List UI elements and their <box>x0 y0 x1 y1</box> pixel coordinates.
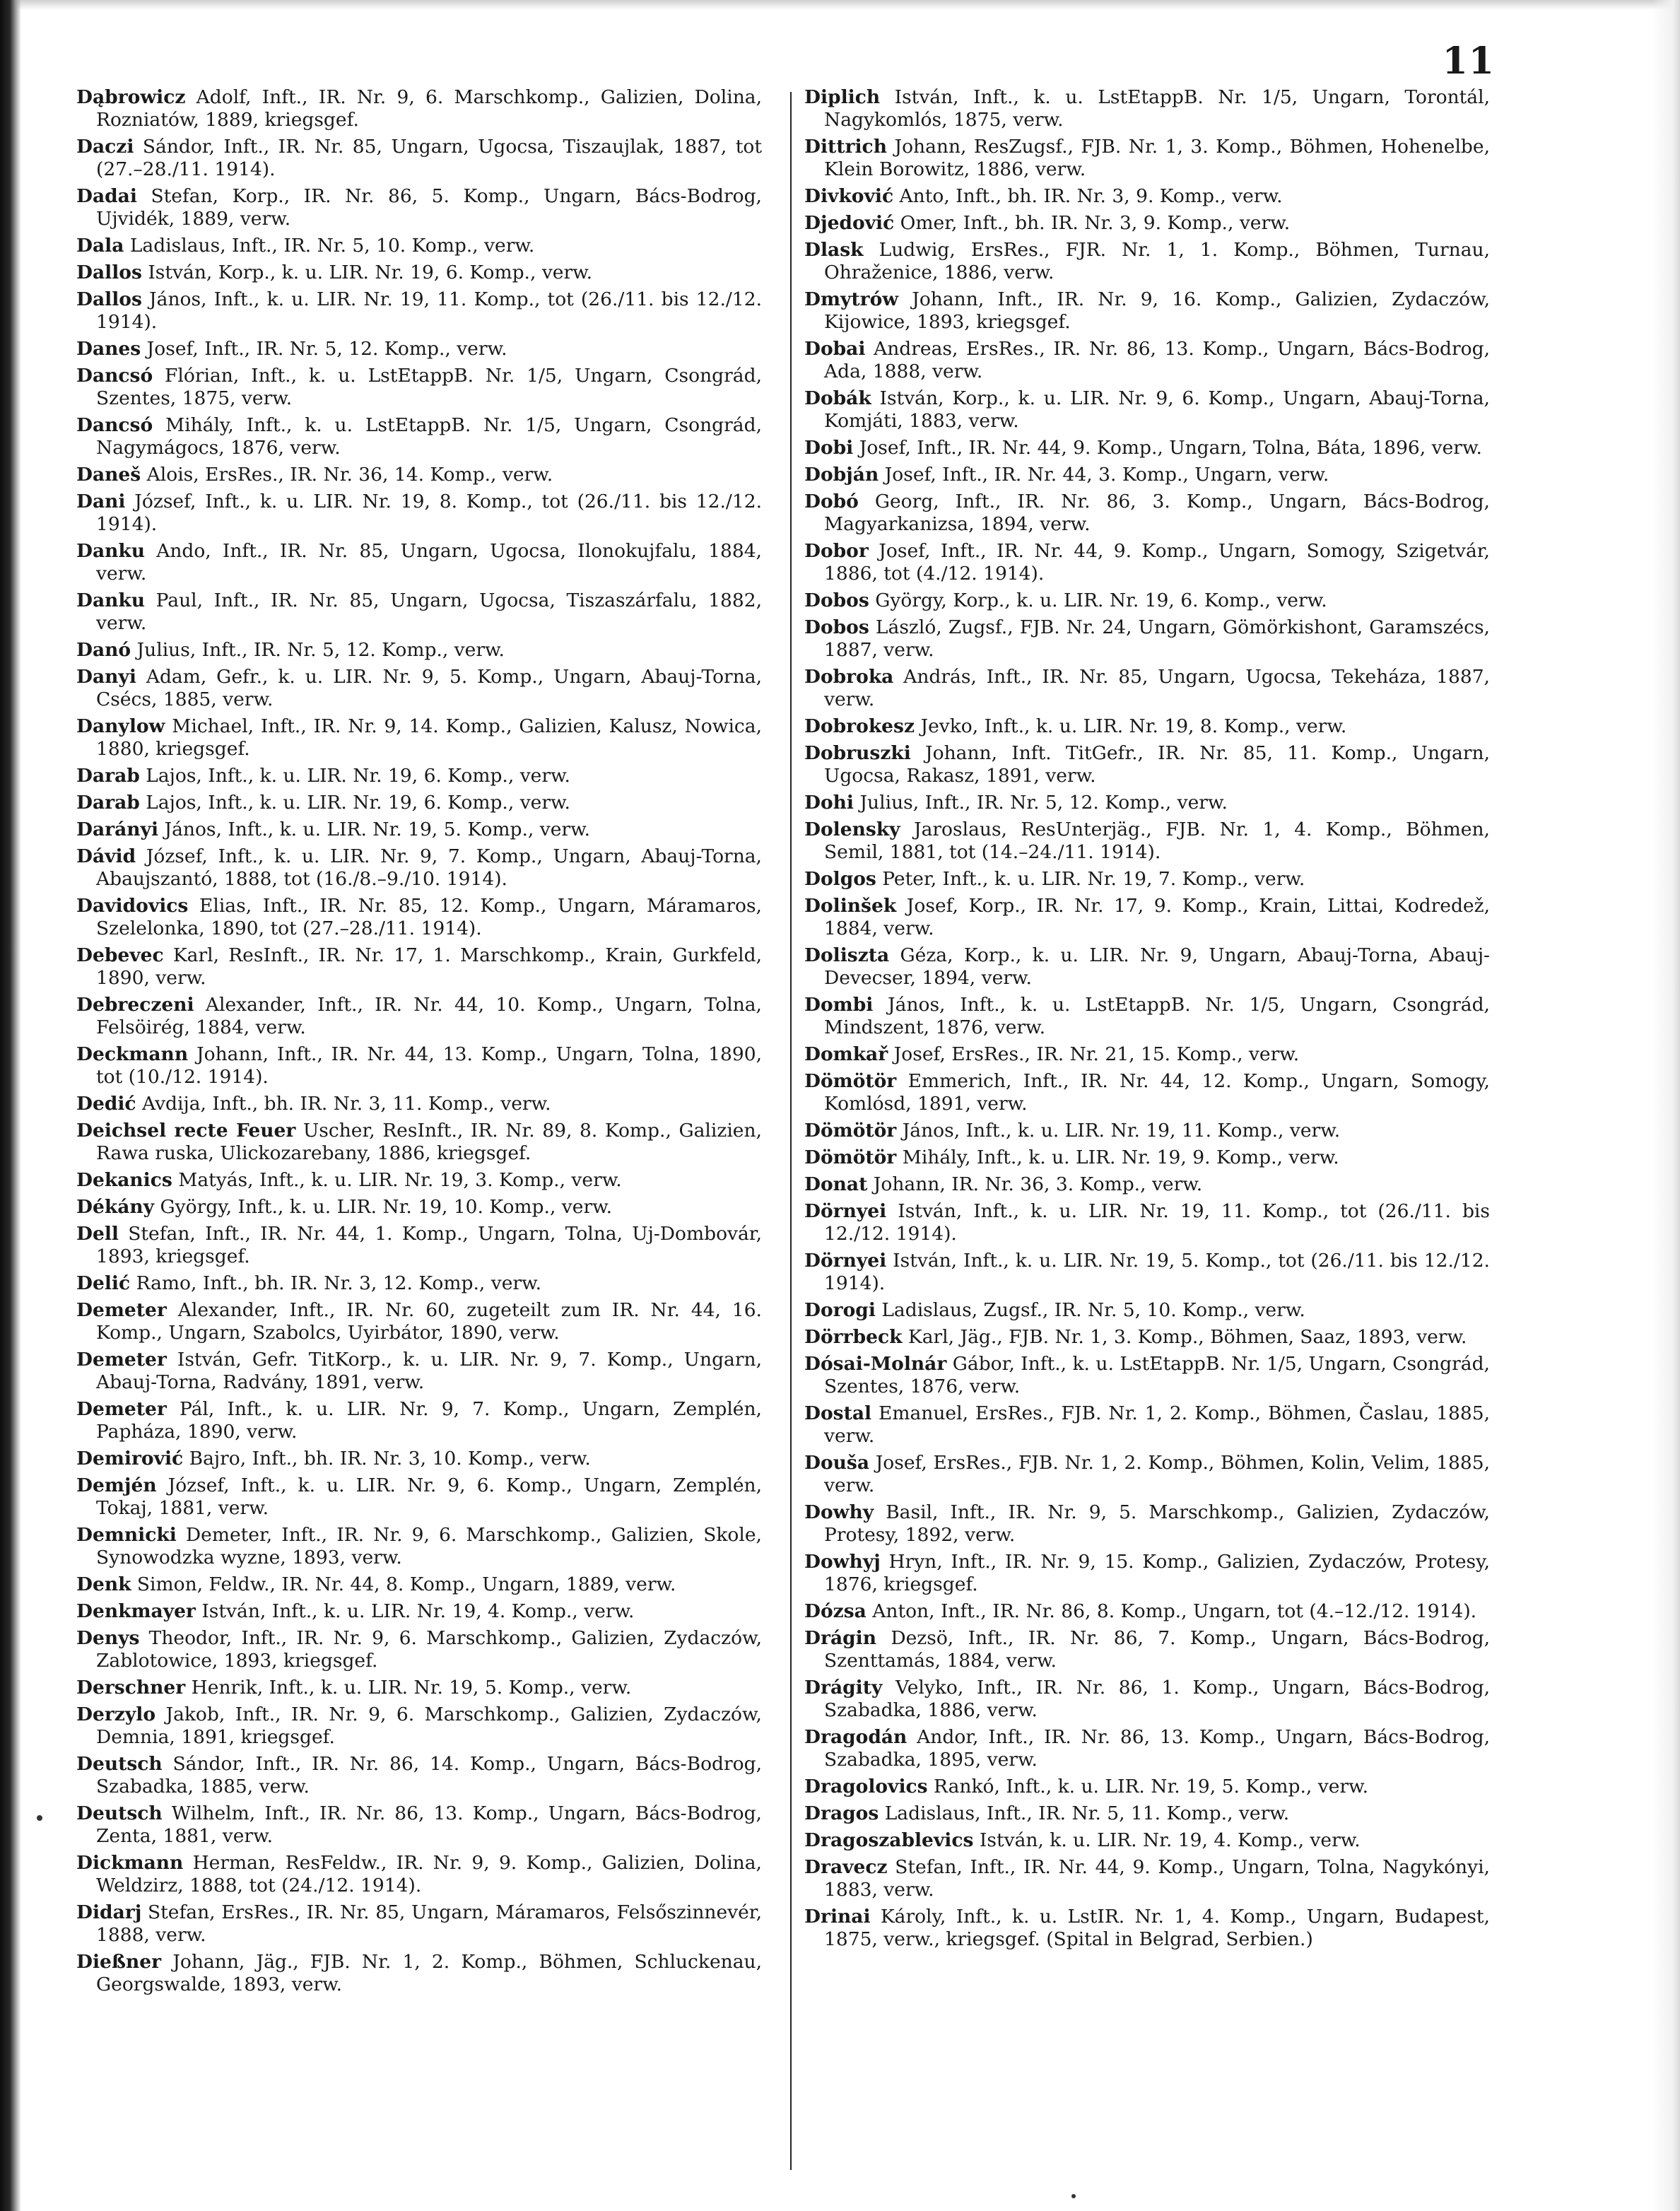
entry-details: Avdija, Inft., bh. IR. Nr. 3, 11. Komp., verw. <box>142 1093 551 1115</box>
entry-details: Simon, Feldw., IR. Nr. 44, 8. Komp., Ungarn, 1889, verw. <box>136 1573 676 1595</box>
register-entry <box>804 742 1490 787</box>
entry-details: Stefan, ErsRes., IR. Nr. 85, Ungarn, Máramaros, Felsőszinnevér, 1888, verw. <box>96 1901 762 1946</box>
entry-details: János, Inft., k. u. LstEtappB. Nr. 1/5, Ungarn, Csongrád, Mindszent, 1876, verw. <box>824 994 1490 1038</box>
entry-details: Julius, Inft., IR. Nr. 5, 12. Komp., verw. <box>136 639 505 661</box>
entry-details: Josef, Inft., IR. Nr. 44, 9. Komp., Ungarn, Somogy, Szigetvár, 1886, tot (4./12. 1914). <box>824 540 1490 585</box>
register-entry <box>804 616 1490 662</box>
entry-details: János, Inft., k. u. LIR. Nr. 19, 11. Komp., tot (26./11. bis 12./12. 1914). <box>96 288 762 333</box>
register-entry <box>804 185 1490 208</box>
entry-details: Basil, Inft., IR. Nr. 9, 5. Marschkomp., Galizien, Zydaczów, Protesy, 1892, verw. <box>824 1501 1490 1546</box>
entry-details: Mihály, Inft., k. u. LstEtappB. Nr. 1/5, Ungarn, Csongrád, Nagymágocs, 1876, verw. <box>96 414 762 459</box>
entry-details: Jakob, Inft., IR. Nr. 9, 6. Marschkomp., Galizien, Zydaczów, Demnia, 1891, kriegsgef. <box>96 1703 762 1748</box>
entry-surname: Deutsch <box>76 1753 163 1775</box>
register-entry <box>76 819 762 841</box>
register-entry <box>76 1120 762 1165</box>
entry-details: Stefan, Inft., IR. Nr. 44, 1. Komp., Ungarn, Tolna, Uj-Dombovár, 1893, kriegsgef. <box>96 1223 762 1267</box>
entry-details: Johann, Inft., IR. Nr. 9, 16. Komp., Galizien, Zydaczów, Kijowice, 1893, kriegsgef. <box>824 288 1490 333</box>
entry-details: Karl, ResInft., IR. Nr. 17, 1. Marschkomp., Krain, Gurkfeld, 1890, verw. <box>96 944 762 989</box>
entry-details: Johann, IR. Nr. 36, 3. Komp., verw. <box>873 1173 1203 1195</box>
register-entry <box>804 666 1490 711</box>
entry-details: Theodor, Inft., IR. Nr. 9, 6. Marschkomp., Galizien, Zydaczów, Zablotowice, 1893, kriegsgef. <box>96 1627 762 1672</box>
entry-surname: Dobó <box>804 491 859 512</box>
entry-details: Alexander, Inft., IR. Nr. 44, 10. Komp., Ungarn, Tolna, Felsöirég, 1884, verw. <box>96 994 762 1038</box>
register-entry <box>804 1402 1490 1448</box>
entry-surname: Dancsó <box>76 365 153 387</box>
register-entry <box>76 1524 762 1569</box>
entry-surname: Daczi <box>76 136 134 158</box>
entry-details: Georg, Inft., IR. Nr. 86, 3. Komp., Ungarn, Bács-Bodrog, Magyarkanizsa, 1894, verw. <box>824 491 1490 535</box>
entry-surname: Dörrbeck <box>804 1326 903 1348</box>
register-entry <box>804 1120 1490 1142</box>
entry-surname: Dolgos <box>804 868 876 890</box>
register-entry <box>76 1901 762 1947</box>
register-entry <box>804 1043 1490 1066</box>
entry-surname: Dancsó <box>76 414 153 436</box>
entry-surname: Danku <box>76 540 146 562</box>
entry-details: László, Zugsf., FJB. Nr. 24, Ungarn, Gömörkishont, Garamszécs, 1887, verw. <box>824 616 1490 661</box>
entry-surname: Dohi <box>804 792 854 814</box>
entry-details: Ladislaus, Inft., IR. Nr. 5, 10. Komp., verw. <box>129 235 535 257</box>
entry-details: Herman, ResFeldw., IR. Nr. 9, 9. Komp., Galizien, Dolina, Weldzirz, 1888, tot (24./12. 1914). <box>96 1852 762 1896</box>
entry-surname: Dadai <box>76 185 137 207</box>
entry-surname: Dragodán <box>804 1726 907 1748</box>
entry-surname: Demeter <box>76 1299 167 1321</box>
entry-surname: Dravecz <box>804 1856 888 1878</box>
entry-surname: Dallos <box>76 262 142 283</box>
entry-details: József, Inft., k. u. LIR. Nr. 9, 7. Komp., Ungarn, Abauj-Torna, Abaujszantó, 1888, tot (16./8.–9./10. 1914). <box>96 845 762 890</box>
register-entry <box>804 868 1490 891</box>
entry-surname: Demnicki <box>76 1524 177 1546</box>
entry-surname: Dobai <box>804 338 866 360</box>
register-entry <box>804 944 1490 990</box>
register-entry <box>76 639 762 662</box>
entry-surname: Dragos <box>804 1802 879 1824</box>
entry-details: Lajos, Inft., k. u. LIR. Nr. 19, 6. Komp., verw. <box>146 765 570 787</box>
register-entry <box>804 464 1490 486</box>
entry-surname: Darab <box>76 765 140 787</box>
register-entry <box>76 792 762 814</box>
register-entry <box>804 136 1490 181</box>
register-entry <box>76 136 762 181</box>
entry-details: Josef, Korp., IR. Nr. 17, 9. Komp., Krain, Littai, Kodredež, 1884, verw. <box>824 895 1490 939</box>
register-entry <box>804 715 1490 738</box>
register-entry <box>804 491 1490 536</box>
entry-surname: Dragolovics <box>804 1776 928 1797</box>
entry-surname: Dmytrów <box>804 288 899 310</box>
entry-surname: Dostal <box>804 1402 872 1424</box>
entry-surname: Demirović <box>76 1448 184 1470</box>
register-entry <box>804 1677 1490 1722</box>
register-entry <box>804 1776 1490 1798</box>
entry-details: István, Inft., k. u. LIR. Nr. 19, 5. Komp., tot (26./11. bis 12./12. 1914). <box>824 1250 1490 1294</box>
right-column <box>804 86 1490 1955</box>
scan-speck <box>1071 2194 1076 2198</box>
register-entry <box>76 540 762 585</box>
entry-details: Károly, Inft., k. u. LstIR. Nr. 1, 4. Komp., Ungarn, Budapest, 1875, verw., kriegsgef. (Spital in Belgrad, Serbien.) <box>824 1906 1490 1950</box>
entry-surname: Dobos <box>804 616 869 638</box>
entry-details: Peter, Inft., k. u. LIR. Nr. 19, 7. Komp., verw. <box>882 868 1305 890</box>
entry-details: Alexander, Inft., IR. Nr. 60, zugeteilt zum IR. Nr. 44, 16. Komp., Ungarn, Szabolcs, Uyirbátor, 1890, verw. <box>96 1299 762 1344</box>
entry-surname: Dallos <box>76 288 142 310</box>
entry-details: István, Korp., k. u. LIR. Nr. 19, 6. Komp., verw. <box>148 262 593 283</box>
entry-details: András, Inft., IR. Nr. 85, Ungarn, Ugocsa, Tekeháza, 1887, verw. <box>824 666 1490 710</box>
register-entry <box>76 1852 762 1897</box>
register-entry <box>76 185 762 230</box>
entry-surname: Dąbrowicz <box>76 86 186 108</box>
entry-surname: Dózsa <box>804 1600 867 1622</box>
register-entry <box>76 994 762 1039</box>
entry-details: Emmerich, Inft., IR. Nr. 44, 12. Komp., Ungarn, Somogy, Komlósd, 1891, verw. <box>824 1070 1490 1115</box>
register-entry <box>76 1196 762 1219</box>
register-entry <box>76 765 762 787</box>
entry-details: István, Gefr. TitKorp., k. u. LIR. Nr. 9, 7. Komp., Ungarn, Abauj-Torna, Radvány, 1891, verw. <box>96 1349 762 1393</box>
register-entry <box>804 437 1490 459</box>
entry-surname: Dickmann <box>76 1852 184 1874</box>
entry-surname: Denys <box>76 1627 140 1649</box>
entry-surname: Dósai-Molnár <box>804 1353 947 1375</box>
entry-surname: Deichsel recte Feuer <box>76 1120 296 1142</box>
entry-surname: Didarj <box>76 1901 142 1923</box>
register-entry <box>76 464 762 486</box>
entry-surname: Doliszta <box>804 944 890 966</box>
register-entry <box>804 1551 1490 1596</box>
entry-surname: Dani <box>76 491 126 512</box>
register-entry <box>804 1299 1490 1322</box>
entry-details: Flórian, Inft., k. u. LstEtappB. Nr. 1/5, Ungarn, Csongrád, Szentes, 1875, verw. <box>96 365 762 409</box>
entry-surname: Davidovics <box>76 895 189 917</box>
entry-details: Ladislaus, Zugsf., IR. Nr. 5, 10. Komp., verw. <box>881 1299 1305 1321</box>
entry-surname: Dell <box>76 1223 119 1245</box>
register-entry <box>76 365 762 410</box>
register-entry <box>804 1146 1490 1169</box>
entry-surname: Divković <box>804 185 894 207</box>
entry-details: Adolf, Inft., IR. Nr. 9, 6. Marschkomp., Galizien, Dolina, Rozniatów, 1889, kriegsgef. <box>96 86 762 131</box>
register-entry <box>76 845 762 891</box>
entry-surname: Dobák <box>804 387 871 409</box>
register-entry <box>804 1070 1490 1115</box>
entry-surname: Dorogi <box>804 1299 876 1321</box>
register-entry <box>804 590 1490 612</box>
entry-details: Paul, Inft., IR. Nr. 85, Ungarn, Ugocsa, Tiszaszárfalu, 1882, verw. <box>96 590 762 634</box>
entry-details: Josef, ErsRes., IR. Nr. 21, 15. Komp., verw. <box>893 1043 1300 1065</box>
entry-surname: Dömötör <box>804 1146 897 1168</box>
entry-surname: Dobos <box>804 590 869 611</box>
entry-details: Hryn, Inft., IR. Nr. 9, 15. Komp., Galizien, Zydaczów, Protesy, 1876, kriegsgef. <box>824 1551 1490 1595</box>
register-entry <box>76 1043 762 1089</box>
entry-details: Karl, Jäg., FJB. Nr. 1, 3. Komp., Böhmen, Saaz, 1893, verw. <box>907 1326 1467 1348</box>
scan-binding-edge <box>0 0 21 2211</box>
register-entry <box>76 944 762 990</box>
register-entry <box>76 1677 762 1699</box>
entry-surname: Dragoszablevics <box>804 1829 974 1851</box>
register-entry <box>76 491 762 536</box>
entry-details: Sándor, Inft., IR. Nr. 86, 14. Komp., Ungarn, Bács-Bodrog, Szabadka, 1885, verw. <box>96 1753 762 1797</box>
entry-surname: Dlask <box>804 239 864 261</box>
entry-surname: Dolensky <box>804 819 900 840</box>
entry-details: Velyko, Inft., IR. Nr. 86, 1. Komp., Ungarn, Bács-Bodrog, Szabadka, 1886, verw. <box>824 1677 1490 1721</box>
entry-details: Josef, Inft., IR. Nr. 44, 3. Komp., Ungarn, verw. <box>884 464 1329 486</box>
register-entry <box>804 86 1490 131</box>
register-entry <box>76 1802 762 1848</box>
entry-details: Johann, Inft. TitGefr., IR. Nr. 85, 11. Komp., Ungarn, Ugocsa, Rakasz, 1891, verw. <box>824 742 1490 787</box>
register-entry <box>76 1223 762 1268</box>
scan-shadow-top <box>0 0 1680 10</box>
entry-surname: Danes <box>76 338 141 360</box>
entry-details: Julius, Inft., IR. Nr. 5, 12. Komp., verw. <box>859 792 1228 814</box>
register-entry <box>76 1169 762 1192</box>
register-entry <box>76 338 762 360</box>
entry-details: Jevko, Inft., k. u. LIR. Nr. 19, 8. Komp., verw. <box>920 715 1347 737</box>
entry-details: Demeter, Inft., IR. Nr. 9, 6. Marschkomp., Galizien, Skole, Synowodzka wyzne, 1893, verw. <box>96 1524 762 1568</box>
column-divider <box>790 92 792 2170</box>
register-entry <box>76 666 762 711</box>
entry-details: Jaroslaus, ResUnterjäg., FJB. Nr. 1, 4. Komp., Böhmen, Semil, 1881, tot (14.–24./11. 1914). <box>824 819 1490 863</box>
register-entry <box>804 387 1490 433</box>
entry-surname: Drinai <box>804 1906 871 1928</box>
entry-surname: Deutsch <box>76 1802 163 1824</box>
register-entry <box>804 1353 1490 1398</box>
entry-details: Josef, ErsRes., FJB. Nr. 1, 2. Komp., Böhmen, Kolin, Velim, 1885, verw. <box>824 1452 1490 1496</box>
register-entry <box>804 819 1490 864</box>
entry-details: Lajos, Inft., k. u. LIR. Nr. 19, 6. Komp., verw. <box>146 792 570 814</box>
register-entry <box>804 1452 1490 1497</box>
entry-details: Johann, ResZugsf., FJB. Nr. 1, 3. Komp., Böhmen, Hohenelbe, Klein Borowitz, 1886, verw. <box>824 136 1490 180</box>
entry-surname: Dékány <box>76 1196 155 1218</box>
entry-details: Emanuel, ErsRes., FJB. Nr. 1, 2. Komp., Böhmen, Časlau, 1885, verw. <box>824 1402 1490 1447</box>
entry-details: Rankó, Inft., k. u. LIR. Nr. 19, 5. Komp., verw. <box>934 1776 1369 1797</box>
register-entry <box>804 212 1490 235</box>
entry-surname: Dömötör <box>804 1070 897 1092</box>
entry-surname: Derschner <box>76 1677 186 1699</box>
entry-surname: Dobi <box>804 437 854 459</box>
register-entry <box>804 338 1490 383</box>
entry-surname: Dobján <box>804 464 879 486</box>
entry-surname: Dobor <box>804 540 869 562</box>
entry-details: Henrik, Inft., k. u. LIR. Nr. 19, 5. Komp., verw. <box>191 1677 632 1699</box>
entry-surname: Douša <box>804 1452 870 1474</box>
register-entry <box>804 540 1490 585</box>
entry-surname: Daneš <box>76 464 141 486</box>
register-entry <box>804 1906 1490 1951</box>
entry-surname: Dedić <box>76 1093 136 1115</box>
entry-details: János, Inft., k. u. LIR. Nr. 19, 11. Komp., verw. <box>902 1120 1341 1142</box>
entry-surname: Dávid <box>76 845 136 867</box>
register-entry <box>76 414 762 459</box>
register-entry <box>804 1600 1490 1623</box>
entry-surname: Danyi <box>76 666 136 688</box>
entry-details: Anto, Inft., bh. IR. Nr. 3, 9. Komp., verw. <box>899 185 1283 207</box>
entry-details: Adam, Gefr., k. u. LIR. Nr. 9, 5. Komp., Ungarn, Abauj-Torna, Csécs, 1885, verw. <box>96 666 762 710</box>
entry-surname: Darányi <box>76 819 159 840</box>
entry-surname: Delić <box>76 1272 131 1294</box>
entry-surname: Dowhy <box>804 1501 874 1523</box>
entry-details: György, Korp., k. u. LIR. Nr. 19, 6. Komp., verw. <box>875 590 1327 611</box>
register-entry <box>76 1951 762 1996</box>
entry-surname: Dömötör <box>804 1120 897 1142</box>
entry-details: Johann, Jäg., FJB. Nr. 1, 2. Komp., Böhmen, Schluckenau, Georgswalde, 1893, verw. <box>96 1951 762 1995</box>
entry-details: Matyás, Inft., k. u. LIR. Nr. 19, 3. Komp., verw. <box>178 1169 622 1191</box>
entry-details: Andor, Inft., IR. Nr. 86, 13. Komp., Ungarn, Bács-Bodrog, Szabadka, 1895, verw. <box>824 1726 1490 1771</box>
register-entry <box>804 239 1490 284</box>
entry-surname: Dombi <box>804 994 874 1016</box>
register-entry <box>804 1829 1490 1852</box>
entry-surname: Denkmayer <box>76 1600 196 1622</box>
entry-surname: Djedović <box>804 212 895 234</box>
register-entry <box>76 1573 762 1596</box>
register-entry <box>804 1856 1490 1901</box>
register-entry <box>76 262 762 284</box>
register-entry <box>76 1627 762 1672</box>
entry-details: Ando, Inft., IR. Nr. 85, Ungarn, Ugocsa, Ilonokujfalu, 1884, verw. <box>96 540 762 585</box>
register-entry <box>76 1703 762 1749</box>
entry-details: Wilhelm, Inft., IR. Nr. 86, 13. Komp., Ungarn, Bács-Bodrog, Zenta, 1881, verw. <box>96 1802 762 1847</box>
entry-details: Andreas, ErsRes., IR. Nr. 86, 13. Komp., Ungarn, Bács-Bodrog, Ada, 1888, verw. <box>824 338 1490 382</box>
register-entry <box>76 1448 762 1470</box>
entry-surname: Dobrokesz <box>804 715 915 737</box>
entry-surname: Danylow <box>76 715 165 737</box>
entry-details: István, Inft., k. u. LIR. Nr. 19, 4. Komp., verw. <box>201 1600 635 1622</box>
entry-details: Ludwig, ErsRes., FJR. Nr. 1, 1. Komp., Böhmen, Turnau, Ohraženice, 1886, verw. <box>824 239 1490 283</box>
entry-surname: Drágin <box>804 1627 876 1649</box>
entry-details: György, Inft., k. u. LIR. Nr. 19, 10. Komp., verw. <box>160 1196 613 1218</box>
entry-details: Alois, ErsRes., IR. Nr. 36, 14. Komp., verw. <box>146 464 553 486</box>
scan-edge-right <box>1652 0 1680 2211</box>
entry-surname: Diplich <box>804 86 881 108</box>
entry-surname: Dießner <box>76 1951 162 1973</box>
entry-surname: Dala <box>76 235 124 257</box>
register-entry <box>804 288 1490 334</box>
entry-details: Mihály, Inft., k. u. LIR. Nr. 19, 9. Komp., verw. <box>902 1146 1339 1168</box>
entry-surname: Darab <box>76 792 140 814</box>
entry-details: Géza, Korp., k. u. LIR. Nr. 9, Ungarn, Abauj-Torna, Abauj-Devecser, 1894, verw. <box>824 944 1490 989</box>
register-entry <box>804 792 1490 814</box>
entry-surname: Deckmann <box>76 1043 189 1065</box>
entry-details: Johann, Inft., IR. Nr. 44, 13. Komp., Ungarn, Tolna, 1890, tot (10./12. 1914). <box>96 1043 762 1088</box>
entry-details: Gábor, Inft., k. u. LstEtappB. Nr. 1/5, Ungarn, Csongrád, Szentes, 1876, verw. <box>824 1353 1490 1397</box>
register-entry <box>76 1299 762 1344</box>
entry-surname: Dekanics <box>76 1169 172 1191</box>
entry-details: József, Inft., k. u. LIR. Nr. 9, 6. Komp., Ungarn, Zemplén, Tokaj, 1881, verw. <box>96 1474 762 1519</box>
entry-details: Sándor, Inft., IR. Nr. 85, Ungarn, Ugocsa, Tiszaujlak, 1887, tot (27.–28./11. 1914). <box>96 136 762 180</box>
entry-details: Stefan, Korp., IR. Nr. 86, 5. Komp., Ungarn, Bács-Bodrog, Ujvidék, 1889, verw. <box>96 185 762 230</box>
entry-surname: Donat <box>804 1173 868 1195</box>
entry-details: János, Inft., k. u. LIR. Nr. 19, 5. Komp., verw. <box>164 819 591 840</box>
entry-details: István, Inft., k. u. LIR. Nr. 19, 11. Komp., tot (26./11. bis 12./12. 1914). <box>824 1200 1490 1245</box>
register-entry <box>804 895 1490 940</box>
entry-details: Elias, Inft., IR. Nr. 85, 12. Komp., Ungarn, Máramaros, Szelelonka, 1890, tot (27.–28./11. 1914). <box>96 895 762 939</box>
entry-surname: Debreczeni <box>76 994 194 1016</box>
register-entry <box>76 590 762 635</box>
register-entry <box>76 895 762 940</box>
entry-surname: Debevec <box>76 944 164 966</box>
register-entry <box>804 1326 1490 1349</box>
entry-surname: Demjén <box>76 1474 157 1496</box>
entry-surname: Dobroka <box>804 666 894 688</box>
register-entry <box>76 1093 762 1115</box>
entry-surname: Dörnyei <box>804 1250 887 1272</box>
entry-details: Josef, Inft., IR. Nr. 44, 9. Komp., Ungarn, Tolna, Báta, 1896, verw. <box>859 437 1482 459</box>
entry-surname: Demeter <box>76 1349 167 1371</box>
register-entry <box>76 1753 762 1798</box>
register-entry <box>76 1349 762 1394</box>
register-entry <box>804 1250 1490 1295</box>
entry-details: István, k. u. LIR. Nr. 19, 4. Komp., verw. <box>979 1829 1361 1851</box>
entry-details: Ladislaus, Inft., IR. Nr. 5, 11. Komp., verw. <box>884 1802 1290 1824</box>
entry-details: István, Korp., k. u. LIR. Nr. 9, 6. Komp., Ungarn, Abauj-Torna, Komjáti, 1883, verw. <box>824 387 1490 432</box>
entry-details: Anton, Inft., IR. Nr. 86, 8. Komp., Ungarn, tot (4.–12./12. 1914). <box>872 1600 1477 1622</box>
register-entry <box>76 1398 762 1443</box>
left-column <box>76 86 762 2000</box>
entry-details: Uscher, ResInft., IR. Nr. 89, 8. Komp., Galizien, Rawa ruska, Ulickozarebany, 1886, kriegsgef. <box>96 1120 762 1164</box>
register-entry <box>804 1501 1490 1547</box>
entry-surname: Dowhyj <box>804 1551 881 1573</box>
entry-surname: Domkař <box>804 1043 888 1065</box>
register-entry <box>76 715 762 761</box>
entry-surname: Dörnyei <box>804 1200 887 1222</box>
entry-surname: Dobruszki <box>804 742 911 764</box>
register-entry <box>804 994 1490 1039</box>
entry-details: Pál, Inft., k. u. LIR. Nr. 9, 7. Komp., Ungarn, Zemplén, Papháza, 1890, verw. <box>96 1398 762 1443</box>
register-entry <box>76 1600 762 1623</box>
register-entry <box>76 1474 762 1520</box>
register-entry <box>76 235 762 257</box>
entry-surname: Danó <box>76 639 131 661</box>
entry-surname: Derzylo <box>76 1703 155 1725</box>
entry-surname: Drágity <box>804 1677 883 1699</box>
register-entry <box>804 1173 1490 1196</box>
register-entry <box>76 288 762 334</box>
entry-details: Omer, Inft., bh. IR. Nr. 3, 9. Komp., verw. <box>900 212 1291 234</box>
register-entry <box>804 1726 1490 1771</box>
register-entry <box>76 86 762 131</box>
entry-surname: Demeter <box>76 1398 167 1420</box>
entry-details: Ramo, Inft., bh. IR. Nr. 3, 12. Komp., verw. <box>136 1272 542 1294</box>
entry-details: Dezsö, Inft., IR. Nr. 86, 7. Komp., Ungarn, Bács-Bodrog, Szenttamás, 1884, verw. <box>824 1627 1490 1672</box>
page-number: 11 <box>1442 40 1495 83</box>
entry-surname: Dolinšek <box>804 895 897 917</box>
entry-surname: Dittrich <box>804 136 887 158</box>
entry-surname: Denk <box>76 1573 131 1595</box>
entry-details: István, Inft., k. u. LstEtappB. Nr. 1/5, Ungarn, Torontál, Nagykomlós, 1875, verw. <box>824 86 1490 131</box>
entry-details: Bajro, Inft., bh. IR. Nr. 3, 10. Komp., verw. <box>189 1448 591 1470</box>
entry-surname: Danku <box>76 590 146 611</box>
scan-speck <box>37 1815 42 1821</box>
register-entry <box>804 1802 1490 1825</box>
entry-details: Josef, Inft., IR. Nr. 5, 12. Komp., verw. <box>146 338 507 360</box>
register-entry <box>76 1272 762 1295</box>
entry-details: Stefan, Inft., IR. Nr. 44, 9. Komp., Ungarn, Tolna, Nagykónyi, 1883, verw. <box>824 1856 1490 1901</box>
register-entry <box>804 1627 1490 1672</box>
register-entry <box>804 1200 1490 1245</box>
entry-details: József, Inft., k. u. LIR. Nr. 19, 8. Komp., tot (26./11. bis 12./12. 1914). <box>96 491 762 535</box>
entry-details: Michael, Inft., IR. Nr. 9, 14. Komp., Galizien, Kalusz, Nowica, 1880, kriegsgef. <box>96 715 762 760</box>
